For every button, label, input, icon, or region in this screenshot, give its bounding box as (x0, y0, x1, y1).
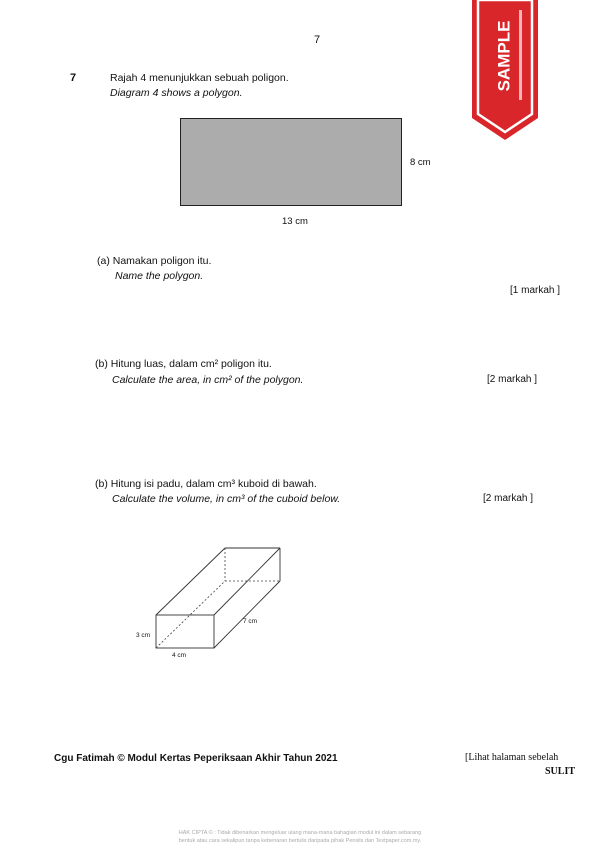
part-b2-en: Calculate the volume, in cm³ of the cuboid below. (112, 493, 341, 505)
question-intro-ms: Rajah 4 menunjukkan sebuah poligon. (110, 72, 289, 84)
copyright-line-2: bentuk atau cara sekalipun tanpa kebenaran bertulis daripada pihak Pensils dan Textpaper.com.my. (178, 838, 422, 844)
sample-badge (472, 0, 538, 140)
cuboid-edge (214, 548, 280, 615)
cuboid-height-label: 3 cm (136, 632, 151, 639)
rectangle-height-label: 8 cm (410, 157, 431, 168)
part-a-en: Name the polygon. (115, 270, 204, 282)
part-b2-ms: (b) Hitung isi padu, dalam cm³ kuboid di bawah. (95, 478, 317, 490)
part-a-marks: [1 markah ] (510, 285, 561, 296)
copyright-line-1: HAK CIPTA © : Tidak dibenarkan mengeluar ulang mana-mana bahagian modul ini dalam sebarang (178, 830, 422, 836)
part-b1-marks: [2 markah ] (487, 374, 538, 385)
copyright-notice (0, 829, 600, 845)
cuboid-width-label: 4 cm (172, 652, 187, 659)
question-number: 7 (70, 72, 77, 84)
sample-text: SAMPLE (494, 20, 514, 92)
footer-left-text: Cgu Fatimah © Modul Kertas Peperiksaan Akhir Tahun 2021 (54, 753, 338, 764)
cuboid-length-label: 7 cm (243, 618, 258, 625)
cuboid-diagram (130, 540, 300, 670)
question-intro-en: Diagram 4 shows a polygon. (110, 87, 243, 99)
footer-sulit: SULIT (545, 766, 576, 777)
cuboid-edge (156, 548, 225, 615)
part-a-ms: (a) Namakan poligon itu. (97, 255, 212, 267)
sample-ribbon-icon (472, 0, 538, 140)
footer-right-text: [Lihat halaman sebelah (465, 752, 559, 763)
part-b2-marks: [2 markah ] (483, 493, 534, 504)
page-number: 7 (314, 34, 321, 46)
cuboid-edge (214, 581, 280, 648)
part-b1-ms: (b) Hitung luas, dalam cm² poligon itu. (95, 358, 272, 370)
polygon-rectangle (180, 118, 402, 206)
part-b1-en: Calculate the area, in cm² of the polygon. (112, 374, 304, 386)
rectangle-width-label: 13 cm (282, 216, 308, 227)
